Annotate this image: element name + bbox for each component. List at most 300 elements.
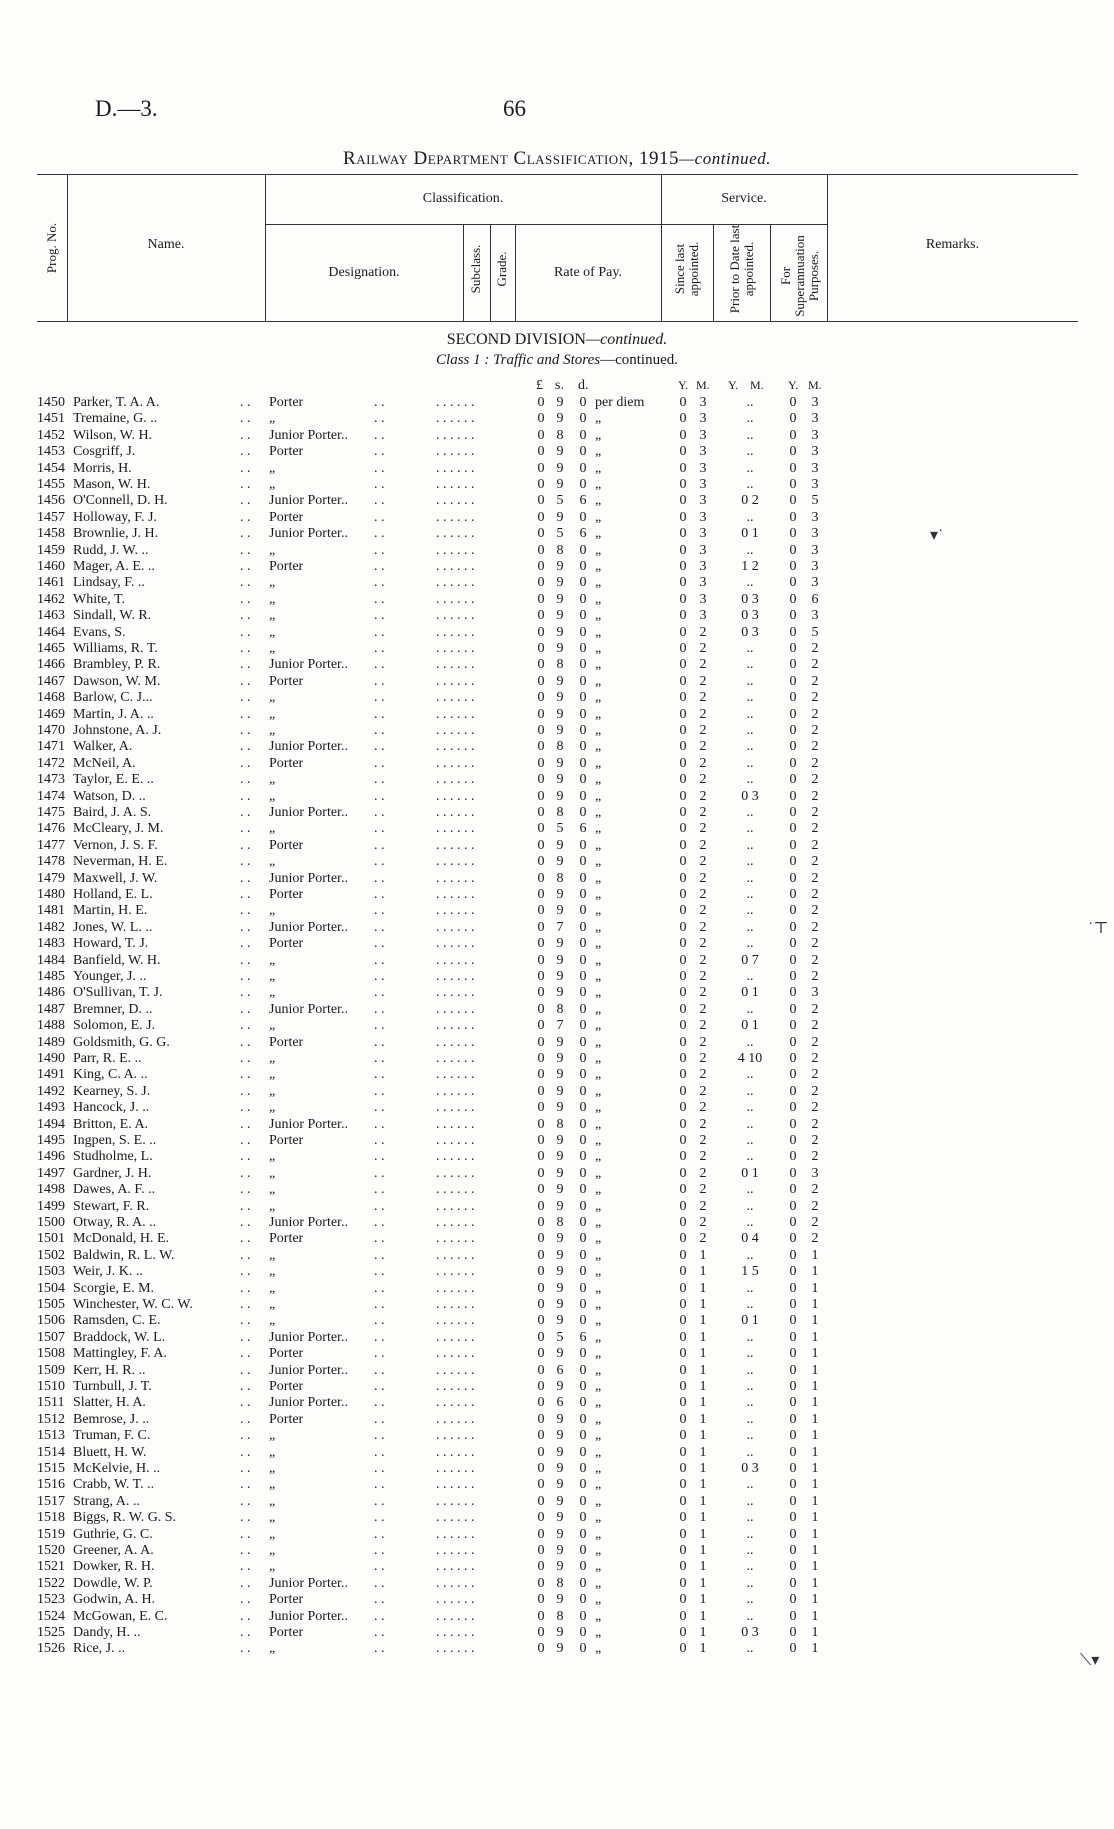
since-last-years: 0 (679, 1264, 687, 1280)
table-row (0, 510, 1114, 526)
leader-dots: . . (374, 1083, 385, 1099)
rate-shillings: 9 (556, 591, 564, 607)
since-last-years: 0 (679, 739, 687, 755)
rate-unit: „ (595, 805, 602, 820)
since-last-months: 2 (699, 821, 707, 837)
rate-pence: 0 (579, 985, 587, 1001)
rate-shillings: 9 (556, 411, 564, 427)
rate-pounds: 0 (537, 985, 545, 1001)
superannuation-months: 3 (811, 1165, 819, 1181)
since-last-years: 0 (679, 591, 687, 607)
leader-dots: . . (374, 903, 385, 919)
rate-shillings: 9 (556, 1510, 564, 1526)
rate-pounds: 0 (537, 1510, 545, 1526)
prog-no: 1476 (37, 821, 65, 837)
division-suffix: —continued. (585, 331, 668, 348)
since-last-years: 0 (679, 493, 687, 509)
prior-to-date: .. (746, 1247, 754, 1263)
prog-no: 1488 (37, 1018, 65, 1034)
rate-shillings: 9 (556, 559, 564, 574)
rate-shillings: 9 (556, 1641, 564, 1657)
rate-pounds: 0 (537, 509, 545, 525)
prog-no: 1493 (37, 1100, 65, 1116)
rate-pence: 0 (579, 1477, 587, 1493)
rate-pence: 0 (579, 739, 587, 755)
prior-to-date: 0 1 (741, 1018, 759, 1034)
class-name: Traffic and Stores (493, 352, 601, 368)
divider (490, 224, 491, 321)
table-row (0, 707, 1114, 723)
designation: Porter (269, 559, 304, 574)
designation: Porter (269, 1133, 304, 1148)
rate-pence: 0 (579, 1018, 587, 1034)
rate-pence: 0 (579, 887, 587, 902)
since-last-months: 2 (699, 969, 707, 984)
superannuation-months: 2 (811, 969, 819, 984)
superannuation-years: 0 (789, 1018, 797, 1034)
rate-pounds: 0 (537, 821, 545, 837)
rate-pounds: 0 (537, 641, 545, 656)
superannuation-years: 0 (789, 1477, 797, 1493)
prior-to-date: .. (746, 854, 754, 870)
table-row (0, 477, 1114, 493)
leader-dots: . . (240, 1526, 251, 1542)
superannuation-years: 0 (789, 903, 797, 919)
prior-to-date: .. (746, 887, 754, 902)
rate-pounds: 0 (537, 903, 545, 919)
since-last-months: 3 (699, 542, 707, 558)
superannuation-years: 0 (789, 395, 797, 410)
prog-no: 1477 (37, 837, 65, 853)
class-prefix: Class 1 : (436, 352, 490, 368)
rate-shillings: 9 (556, 1182, 564, 1198)
rate-pounds: 0 (537, 542, 545, 558)
employee-name: King, C. A. .. (73, 1067, 148, 1083)
since-last-months: 2 (699, 755, 707, 771)
since-last-years: 0 (679, 526, 687, 542)
superannuation-months: 1 (811, 1395, 819, 1411)
since-last-years: 0 (679, 1297, 687, 1312)
leader-dots: . . (374, 1526, 385, 1542)
leader-dots: . . (240, 1625, 251, 1640)
leader-dots: . . . . . . (436, 1444, 475, 1460)
rate-unit: „ (595, 854, 602, 870)
employee-name: O'Connell, D. H. (73, 493, 168, 509)
designation: Junior Porter.. (269, 739, 348, 755)
rate-pence: 0 (579, 854, 587, 870)
rate-shillings: 8 (556, 739, 564, 755)
rate-shillings: 9 (556, 1477, 564, 1493)
rate-pence: 0 (579, 1215, 587, 1230)
table-row (0, 789, 1114, 805)
leader-dots: . . (374, 575, 385, 591)
since-last-months: 3 (699, 395, 707, 410)
leader-dots: . . (374, 1346, 385, 1362)
designation: „ (269, 1165, 276, 1181)
leader-dots: . . (240, 1641, 251, 1657)
since-last-years: 0 (679, 952, 687, 968)
designation: „ (269, 1051, 276, 1066)
rate-unit: „ (595, 1510, 602, 1526)
superannuation-years: 0 (789, 1313, 797, 1329)
leader-dots: . . (374, 1051, 385, 1066)
prior-to-date: .. (746, 657, 754, 673)
rate-pounds: 0 (537, 1083, 545, 1099)
prog-no: 1454 (37, 460, 65, 476)
superannuation-years: 0 (789, 1592, 797, 1608)
rate-pence: 0 (579, 1165, 587, 1181)
rate-shillings: 9 (556, 690, 564, 706)
superannuation-months: 2 (811, 805, 819, 820)
prior-to-date: 0 1 (741, 1313, 759, 1329)
since-last-years: 0 (679, 788, 687, 804)
rate-shillings: 8 (556, 1215, 564, 1230)
rate-pounds: 0 (537, 1182, 545, 1198)
leader-dots: . . (374, 411, 385, 427)
leader-dots: . . . . . . (436, 526, 475, 542)
since-last-years: 0 (679, 1608, 687, 1624)
rate-pounds: 0 (537, 1493, 545, 1509)
rate-pence: 0 (579, 1411, 587, 1427)
leader-dots: . . (240, 575, 251, 591)
rate-shillings: 9 (556, 1625, 564, 1640)
rate-pence: 0 (579, 460, 587, 476)
table-row (0, 625, 1114, 641)
prior-to-date: .. (746, 870, 754, 886)
leader-dots: . . . . . . (436, 1461, 475, 1476)
rate-pounds: 0 (537, 1198, 545, 1214)
rate-pence: 0 (579, 805, 587, 820)
employee-name: Biggs, R. W. G. S. (73, 1510, 177, 1526)
leader-dots: . . . . . . (436, 542, 475, 558)
leader-dots: . . . . . . (436, 411, 475, 427)
leader-dots: . . (240, 1362, 251, 1378)
rate-unit: „ (595, 477, 602, 492)
leader-dots: . . . . . . (436, 1215, 475, 1230)
employee-name: Watson, D. .. (73, 788, 146, 804)
employee-name: Rudd, J. W. .. (73, 542, 149, 558)
leader-dots: . . (240, 772, 251, 788)
division-name: SECOND DIVISION (446, 331, 586, 348)
leader-dots: . . (240, 411, 251, 427)
leader-dots: . . (374, 1477, 385, 1493)
designation: „ (269, 788, 276, 804)
rate-pence: 0 (579, 1592, 587, 1608)
rate-shillings: 9 (556, 1247, 564, 1263)
employee-name: O'Sullivan, T. J. (73, 985, 163, 1001)
superannuation-years: 0 (789, 919, 797, 935)
since-last-years: 0 (679, 805, 687, 820)
since-last-years: 0 (679, 641, 687, 656)
prior-to-date: .. (746, 1608, 754, 1624)
superannuation-years: 0 (789, 772, 797, 788)
designation: „ (269, 1559, 276, 1575)
document-reference: D.—3. (95, 96, 158, 121)
rate-unit: „ (595, 1280, 602, 1296)
rate-pounds: 0 (537, 1247, 545, 1263)
superannuation-years: 0 (789, 723, 797, 738)
table-row (0, 854, 1114, 870)
rate-pounds: 0 (537, 837, 545, 853)
since-last-months: 3 (699, 526, 707, 542)
since-last-months: 3 (699, 509, 707, 525)
leader-dots: . . (240, 919, 251, 935)
leader-dots: . . (240, 624, 251, 640)
since-last-months: 3 (699, 559, 707, 574)
header-grade: Grade. (494, 251, 509, 287)
since-last-years: 0 (679, 1215, 687, 1230)
since-last-months: 1 (699, 1559, 707, 1575)
since-last-years: 0 (679, 1182, 687, 1198)
table-row (0, 1002, 1114, 1018)
rate-pounds: 0 (537, 526, 545, 542)
prog-no: 1484 (37, 952, 65, 968)
superannuation-months: 2 (811, 772, 819, 788)
leader-dots: . . . . . . (436, 854, 475, 870)
prog-no: 1498 (37, 1182, 65, 1198)
designation: Porter (269, 444, 304, 460)
superannuation-years: 0 (789, 739, 797, 755)
rate-pounds: 0 (537, 673, 545, 689)
table-row (0, 936, 1114, 952)
employee-name: Holland, E. L. (73, 887, 153, 902)
rate-pounds: 0 (537, 1001, 545, 1017)
employee-name: Parker, T. A. A. (73, 395, 160, 410)
superannuation-years: 0 (789, 1182, 797, 1198)
prior-to-date: .. (746, 1083, 754, 1099)
leader-dots: . . (374, 706, 385, 722)
leader-dots: . . (374, 1641, 385, 1657)
superannuation-years: 0 (789, 1133, 797, 1148)
employee-name: Crabb, W. T. .. (73, 1477, 155, 1493)
superannuation-months: 1 (811, 1329, 819, 1345)
superannuation-months: 1 (811, 1526, 819, 1542)
superannuation-months: 1 (811, 1411, 819, 1427)
leader-dots: . . . . . . (436, 919, 475, 935)
prog-no: 1496 (37, 1149, 65, 1165)
leader-dots: . . (240, 591, 251, 607)
prior-to-date: .. (746, 542, 754, 558)
designation: „ (269, 1280, 276, 1296)
rate-pounds: 0 (537, 690, 545, 706)
prog-no: 1509 (37, 1362, 65, 1378)
designation: „ (269, 1067, 276, 1083)
rate-shillings: 9 (556, 673, 564, 689)
table-row (0, 543, 1114, 559)
superannuation-years: 0 (789, 1346, 797, 1362)
designation: Junior Porter.. (269, 427, 348, 443)
superannuation-years: 0 (789, 788, 797, 804)
designation: Porter (269, 395, 304, 410)
rate-shillings: 9 (556, 1264, 564, 1280)
superannuation-years: 0 (789, 854, 797, 870)
superannuation-years: 0 (789, 1051, 797, 1066)
leader-dots: . . (374, 854, 385, 870)
employee-name: Mattingley, F. A. (73, 1346, 168, 1362)
superannuation-months: 2 (811, 903, 819, 919)
leader-dots: . . . . . . (436, 772, 475, 788)
prog-no: 1505 (37, 1297, 65, 1312)
table-row (0, 1477, 1114, 1493)
superannuation-months: 1 (811, 1280, 819, 1296)
rate-unit: „ (595, 1641, 602, 1657)
designation: „ (269, 854, 276, 870)
table-row (0, 1215, 1114, 1231)
prog-no: 1465 (37, 641, 65, 656)
since-last-years: 0 (679, 1559, 687, 1575)
rate-pence: 0 (579, 657, 587, 673)
rate-pounds: 0 (537, 411, 545, 427)
superannuation-months: 3 (811, 509, 819, 525)
unit-years: Y. (728, 378, 739, 392)
rate-pounds: 0 (537, 1215, 545, 1230)
prog-no: 1489 (37, 1034, 65, 1050)
rate-shillings: 9 (556, 1100, 564, 1116)
leader-dots: . . . . . . (436, 1379, 475, 1394)
leader-dots: . . (240, 985, 251, 1001)
designation: Junior Porter.. (269, 805, 348, 820)
employee-name: Bremner, D. .. (73, 1001, 153, 1017)
superannuation-years: 0 (789, 887, 797, 902)
leader-dots: . . (240, 723, 251, 738)
since-last-years: 0 (679, 870, 687, 886)
table-row (0, 1363, 1114, 1379)
rate-pounds: 0 (537, 1362, 545, 1378)
since-last-years: 0 (679, 1362, 687, 1378)
prior-to-date: .. (746, 1100, 754, 1116)
since-last-months: 1 (699, 1575, 707, 1591)
leader-dots: . . . . . . (436, 1346, 475, 1362)
leader-dots: . . . . . . (436, 575, 475, 591)
rate-pounds: 0 (537, 559, 545, 574)
leader-dots: . . . . . . (436, 788, 475, 804)
leader-dots: . . (374, 1543, 385, 1558)
rate-unit: „ (595, 460, 602, 476)
leader-dots: . . . . . . (436, 739, 475, 755)
leader-dots: . . . . . . (436, 1526, 475, 1542)
rate-pence: 0 (579, 903, 587, 919)
rate-pence: 0 (579, 1526, 587, 1542)
leader-dots: . . (240, 1559, 251, 1575)
rate-unit: „ (595, 903, 602, 919)
title-main: Railway Department Classification, 1915 (343, 148, 680, 169)
superannuation-months: 2 (811, 1001, 819, 1017)
employee-name: Dandy, H. .. (73, 1625, 141, 1640)
superannuation-years: 0 (789, 1297, 797, 1312)
table-row (0, 1510, 1114, 1526)
employee-name: Baird, J. A. S. (73, 805, 152, 820)
superannuation-months: 1 (811, 1510, 819, 1526)
superannuation-months: 2 (811, 821, 819, 837)
designation: „ (269, 969, 276, 984)
prog-no: 1450 (37, 395, 65, 410)
rate-shillings: 9 (556, 952, 564, 968)
employee-name: Morris, H. (73, 460, 132, 476)
superannuation-years: 0 (789, 1034, 797, 1050)
table-row (0, 395, 1114, 411)
rate-unit: „ (595, 1411, 602, 1427)
rate-pence: 6 (579, 821, 587, 837)
rate-unit: „ (595, 837, 602, 853)
superannuation-months: 2 (811, 1083, 819, 1099)
superannuation-months: 2 (811, 837, 819, 853)
employee-name: Strang, A. .. (73, 1493, 140, 1509)
rate-pence: 0 (579, 1575, 587, 1591)
rate-pence: 0 (579, 673, 587, 689)
leader-dots: . . (240, 1510, 251, 1526)
page-number: 66 (503, 96, 526, 121)
leader-dots: . . . . . . (436, 1543, 475, 1558)
superannuation-months: 5 (811, 624, 819, 640)
leader-dots: . . (374, 608, 385, 624)
prior-to-date: .. (746, 1182, 754, 1198)
prior-to-date: .. (746, 1362, 754, 1378)
superannuation-months: 1 (811, 1608, 819, 1624)
header-rate-of-pay: Rate of Pay. (554, 265, 622, 280)
rate-pence: 0 (579, 1461, 587, 1476)
leader-dots: . . (374, 1001, 385, 1017)
prior-to-date: .. (746, 805, 754, 820)
designation: „ (269, 591, 276, 607)
superannuation-years: 0 (789, 1444, 797, 1460)
prior-to-date: .. (746, 723, 754, 738)
leader-dots: . . (374, 837, 385, 853)
unit-pence: d. (578, 378, 589, 393)
prog-no: 1499 (37, 1198, 65, 1214)
prior-to-date: .. (746, 395, 754, 410)
rate-pounds: 0 (537, 460, 545, 476)
rate-unit: „ (595, 1395, 602, 1411)
prior-to-date: .. (746, 1592, 754, 1608)
prog-no: 1471 (37, 739, 65, 755)
since-last-months: 2 (699, 1067, 707, 1083)
rate-unit: „ (595, 509, 602, 525)
leader-dots: . . . . . . (436, 1428, 475, 1444)
prog-no: 1457 (37, 509, 65, 525)
prior-to-date: 0 7 (741, 952, 759, 968)
leader-dots: . . (240, 477, 251, 492)
leader-dots: . . (374, 657, 385, 673)
since-last-years: 0 (679, 1149, 687, 1165)
since-last-years: 0 (679, 1477, 687, 1493)
leader-dots: . . (374, 1592, 385, 1608)
rate-unit: „ (595, 1575, 602, 1591)
leader-dots: . . (374, 1510, 385, 1526)
unit-months: M. (696, 378, 710, 392)
leader-dots: . . . . . . (436, 969, 475, 984)
designation: „ (269, 1526, 276, 1542)
leader-dots: . . . . . . (436, 1100, 475, 1116)
rate-shillings: 8 (556, 1608, 564, 1624)
since-last-months: 2 (699, 706, 707, 722)
leader-dots: . . (374, 542, 385, 558)
leader-dots: . . (374, 673, 385, 689)
rate-pounds: 0 (537, 1313, 545, 1329)
rate-unit: „ (595, 1149, 602, 1165)
rate-pounds: 0 (537, 657, 545, 673)
designation: Junior Porter.. (269, 1608, 348, 1624)
prior-to-date: .. (746, 1575, 754, 1591)
rate-pounds: 0 (537, 887, 545, 902)
superannuation-months: 3 (811, 444, 819, 460)
leader-dots: . . . . . . (436, 887, 475, 902)
rate-unit: „ (595, 1362, 602, 1378)
prog-no: 1514 (37, 1444, 65, 1460)
employee-name: Kearney, S. J. (73, 1083, 151, 1099)
rate-pounds: 0 (537, 444, 545, 460)
prior-to-date: .. (746, 1411, 754, 1427)
designation: Porter (269, 887, 304, 902)
